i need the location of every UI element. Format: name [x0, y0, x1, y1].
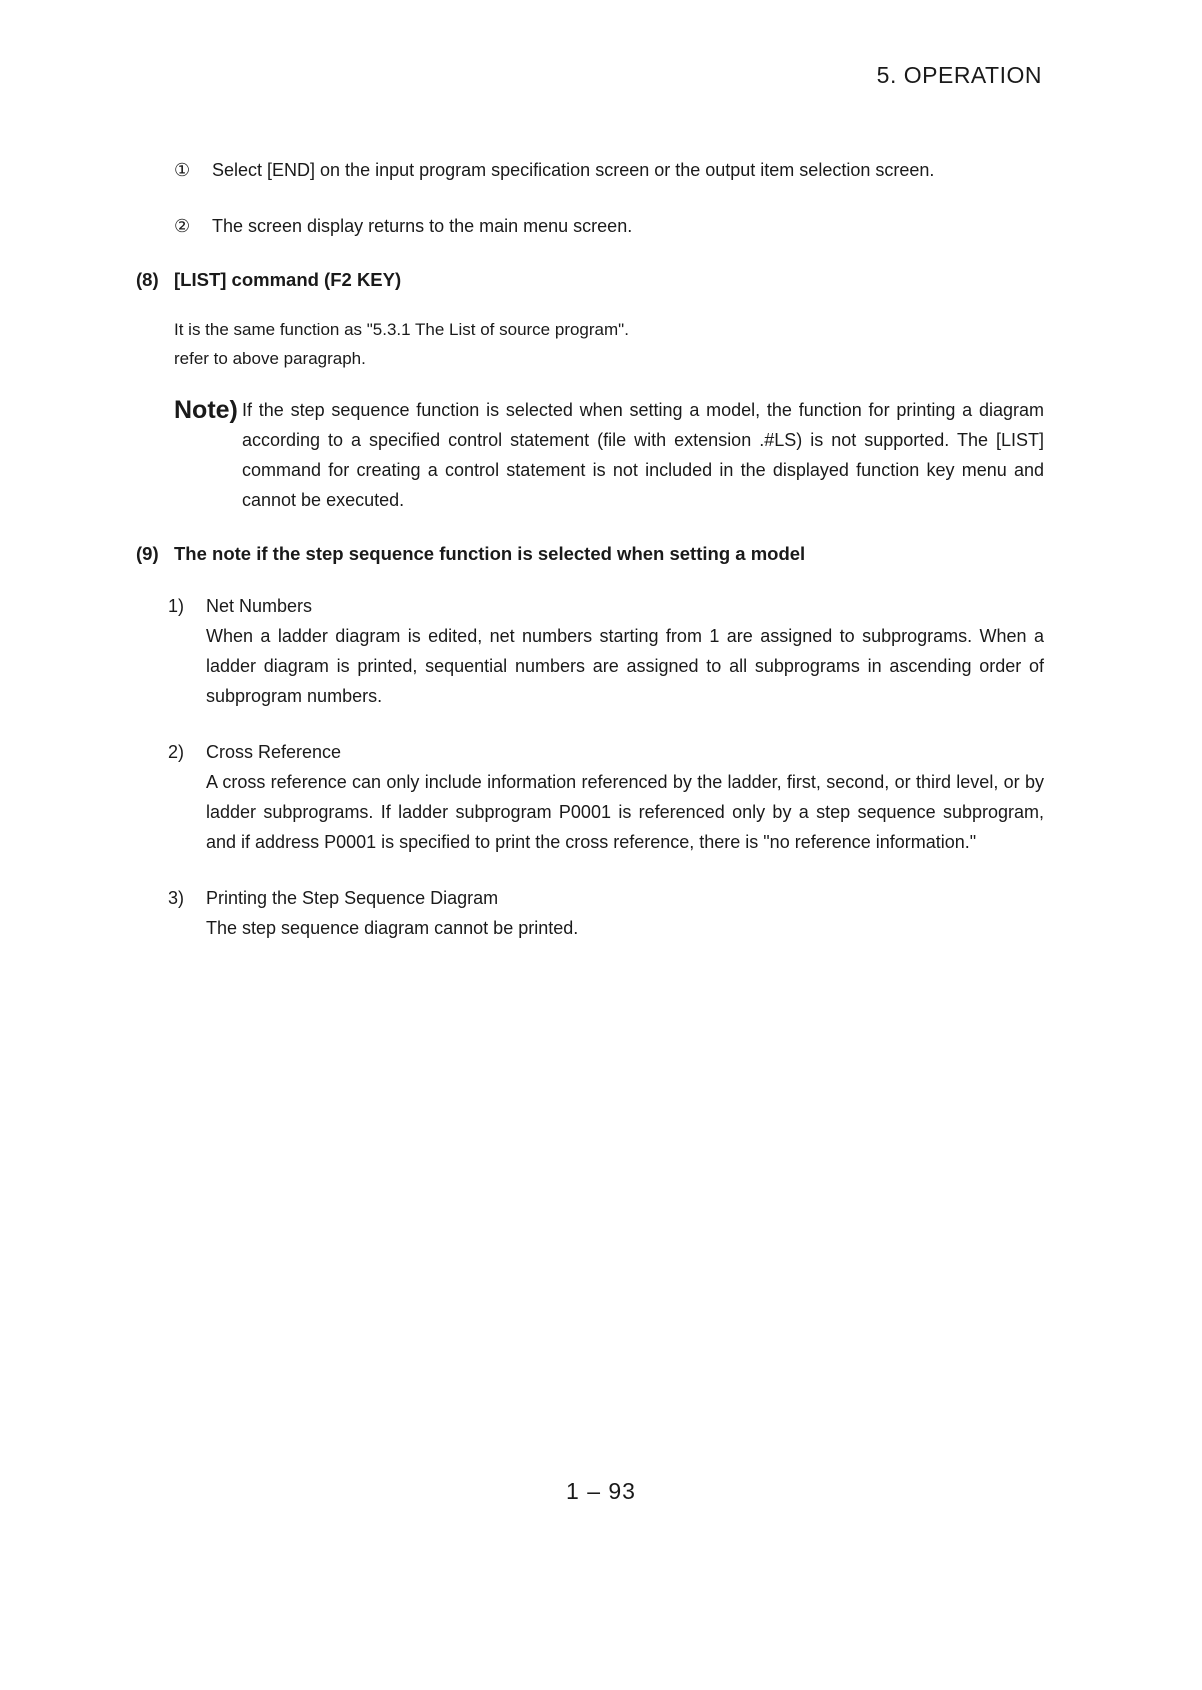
- section-title: [LIST] command (F2 KEY): [174, 269, 402, 290]
- step-marker: ①: [174, 160, 191, 180]
- list-item-description: When a ladder diagram is edited, net numbers starting from 1 are assigned to subprograms. When a ladder diagram is printed, sequential numbers are assigned to all subprograms in ascending order of subprogram numbers.: [206, 626, 1044, 706]
- page-content: [136, 155, 1044, 943]
- chapter-header: 5. OPERATION: [876, 62, 1042, 88]
- list-item: [168, 883, 1044, 943]
- list-item-number: 1): [168, 596, 185, 616]
- list-item-number: 3): [168, 888, 185, 908]
- section-heading-8: [136, 269, 1044, 291]
- step-marker: ②: [174, 216, 191, 236]
- step-text: The screen display returns to the main menu screen.: [212, 216, 633, 236]
- list-item-title: Printing the Step Sequence Diagram: [206, 888, 499, 908]
- list-item-title: Cross Reference: [206, 742, 342, 762]
- list-item-number: 2): [168, 742, 185, 762]
- step-text: Select [END] on the input program specification screen or the output item selection screen.: [212, 160, 935, 180]
- section-title: The note if the step sequence function is selected when setting a model: [174, 543, 806, 564]
- section-number: (9): [136, 543, 159, 564]
- note-block: [174, 395, 1044, 515]
- list-item: [168, 737, 1044, 857]
- paragraph-line: It is the same function as "5.3.1 The List of source program".: [174, 320, 629, 339]
- step-item: [174, 211, 1044, 241]
- section-number: (8): [136, 269, 159, 290]
- list-item-body: [206, 883, 1044, 943]
- list-item-description: The step sequence diagram cannot be printed.: [206, 918, 579, 938]
- note-text: If the step sequence function is selected when setting a model, the function for printing a diagram according to a specified control statement (file with extension .#LS) is not supported. The [LIST] command for creating a control statement is not included in the displayed function key menu and cannot be executed.: [242, 400, 1044, 510]
- page-number: 1 – 93: [566, 1478, 636, 1504]
- list-item-body: [206, 591, 1044, 711]
- list-item-body: [206, 737, 1044, 857]
- step-item: [174, 155, 1044, 185]
- section-8-paragraph: [174, 315, 1044, 373]
- list-item: [168, 591, 1044, 711]
- note-label: Note): [174, 396, 238, 424]
- list-item-title: Net Numbers: [206, 596, 313, 616]
- list-item-description: A cross reference can only include information referenced by the ladder, first, second, or third level, or by ladder subprograms. If ladder subprogram P0001 is referenced only by a step sequence subprogram, and if address P0001 is specified to print the cross reference, there is "no reference information.": [206, 772, 1044, 852]
- paragraph-line: refer to above paragraph.: [174, 349, 366, 368]
- section-heading-9: [136, 543, 1044, 565]
